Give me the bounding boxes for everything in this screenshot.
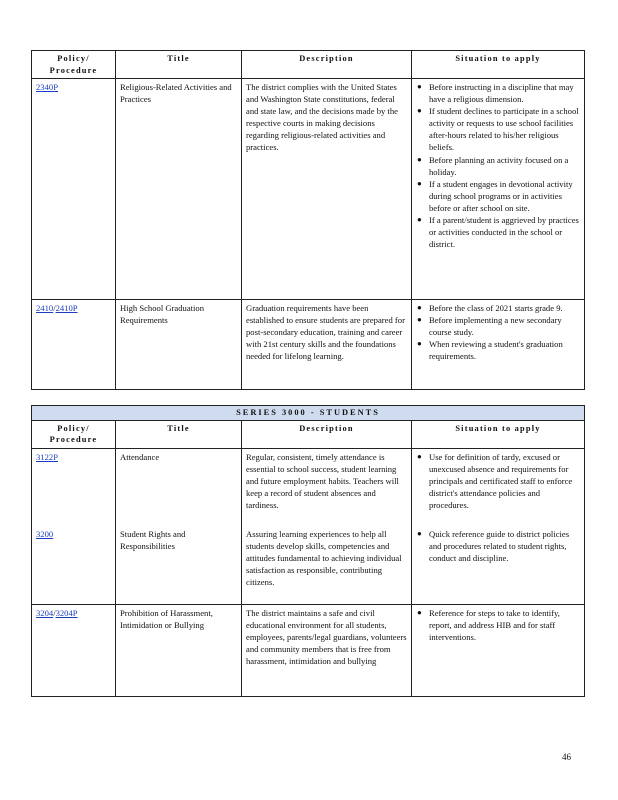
bullet-icon: ●: [417, 339, 422, 349]
list-item: ● Before planning an activity focused on a holiday.: [417, 154, 569, 177]
table-header-row: [32, 51, 585, 79]
policy-link-3122P[interactable]: 3122P: [36, 451, 58, 462]
list-item: ● Before the class of 2021 starts grade 9.: [417, 303, 563, 313]
bullet-icon: ●: [417, 106, 422, 116]
policy-title: Prohibition of Harassment, Intimidation or Bullying: [116, 604, 242, 696]
policy-code-cell: [32, 79, 116, 300]
situation-cell: [412, 604, 585, 696]
list-item: ● If a parent/student is aggrieved by practices or activities conducted in the school or district.: [417, 215, 579, 250]
table-row: [32, 526, 585, 604]
header-title: Title: [116, 420, 242, 448]
situation-cell: [412, 79, 585, 300]
table-row: [32, 300, 585, 390]
policy-title: Attendance: [116, 448, 242, 526]
policy-code-cell: [32, 526, 116, 604]
list-item: ● Reference for steps to take to identify, report, and address HIB and for staff interventions.: [417, 607, 560, 642]
bullet-icon: ●: [417, 82, 422, 91]
policy-description: Regular, consistent, timely attendance is essential to school success, student learning and future employment habits. Teachers will keep a record of student absences and tardiness.: [242, 448, 412, 526]
header-policy-procedure: Policy/ Procedure: [32, 51, 116, 79]
policy-link-3200[interactable]: 3200: [36, 529, 54, 539]
list-item: ● If student declines to participate in a school activity or requests to use school facilities after-hours related to his/her religious beliefs.: [417, 106, 579, 153]
policy-table-series-3000: [31, 405, 585, 697]
list-item: ● If a student engages in devotional activity during school programs or in activities before or after school on site.: [417, 178, 573, 213]
policy-link-3204[interactable]: 3204: [36, 607, 54, 618]
policy-link-3204P[interactable]: 3204P: [55, 607, 78, 618]
bullet-icon: ●: [417, 529, 422, 538]
bullet-icon: ●: [417, 315, 422, 325]
situation-list: [416, 528, 580, 564]
situation-list: [416, 607, 580, 643]
page-number: 46: [562, 752, 571, 762]
situation-list: [416, 451, 580, 511]
policy-title: Religious-Related Activities and Practices: [116, 79, 242, 300]
table-header-row: [32, 420, 585, 448]
list-item: ● Quick reference guide to district policies and procedures related to student rights, conduct and discipline.: [417, 529, 570, 564]
header-situation: Situation to apply: [412, 420, 585, 448]
policy-code-cell: 3204/3204P: [32, 604, 116, 696]
list-item: ● Before implementing a new secondary course study.: [417, 315, 562, 338]
policy-link-2410[interactable]: 2410: [36, 303, 54, 313]
policy-code-cell: [32, 448, 116, 526]
policy-description: The district maintains a safe and civil educational environment for all students, employees, parents/legal guardians, volunteers and community members that is free from harassment, intimidation and bullying: [242, 604, 412, 696]
situation-cell: [412, 300, 585, 390]
list-item: ● Use for definition of tardy, excused or unexcused absence and requirements for principals and certificated staff to enforce district's attendance policies and procedures.: [417, 451, 573, 510]
list-item: ● Before instructing in a discipline that may have a religious dimension.: [417, 82, 574, 105]
bullet-icon: ●: [417, 607, 422, 617]
policy-table-series-2000: [31, 50, 585, 390]
bullet-icon: ●: [417, 303, 422, 312]
policy-code-cell: 2410/2410P: [32, 300, 116, 390]
situation-list: [416, 81, 580, 250]
policy-title: Student Rights and Responsibilities: [116, 526, 242, 604]
policy-title: High School Graduation Requirements: [116, 300, 242, 390]
series-title-row: [32, 406, 585, 421]
table-row: [32, 79, 585, 300]
policy-description: The district complies with the United States and Washington State constitutions, federal and state law, and the decisions made by the respective courts in making decisions regarding religious-related activities and practices.: [242, 79, 412, 300]
header-policy-procedure: Policy/ Procedure: [32, 420, 116, 448]
situation-list: [416, 302, 580, 362]
bullet-icon: ●: [417, 154, 422, 164]
list-item: ● When reviewing a student's graduation requirements.: [417, 339, 563, 362]
bullet-icon: ●: [417, 178, 422, 188]
situation-cell: [412, 526, 585, 604]
policy-description: Assuring learning experiences to help all students develop skills, competencies and attitudes fundamental to achieving individual satisfaction as responsible, contributing citizens.: [242, 526, 412, 604]
policy-link-2340P[interactable]: 2340P: [36, 82, 58, 92]
header-description: Description: [242, 51, 412, 79]
bullet-icon: ●: [417, 215, 422, 225]
policy-description: Graduation requirements have been established to ensure students are prepared for post-secondary education, training and career with 21st century skills and the foundations needed for lifelong learning.: [242, 300, 412, 390]
header-description: Description: [242, 420, 412, 448]
series-title: SERIES 3000 - STUDENTS: [32, 406, 585, 421]
header-title: Title: [116, 51, 242, 79]
header-situation: Situation to apply: [412, 51, 585, 79]
table-row: [32, 448, 585, 526]
situation-cell: [412, 448, 585, 526]
policy-link-2410P[interactable]: 2410P: [55, 303, 78, 313]
table-row: [32, 604, 585, 696]
bullet-icon: ●: [417, 451, 422, 461]
